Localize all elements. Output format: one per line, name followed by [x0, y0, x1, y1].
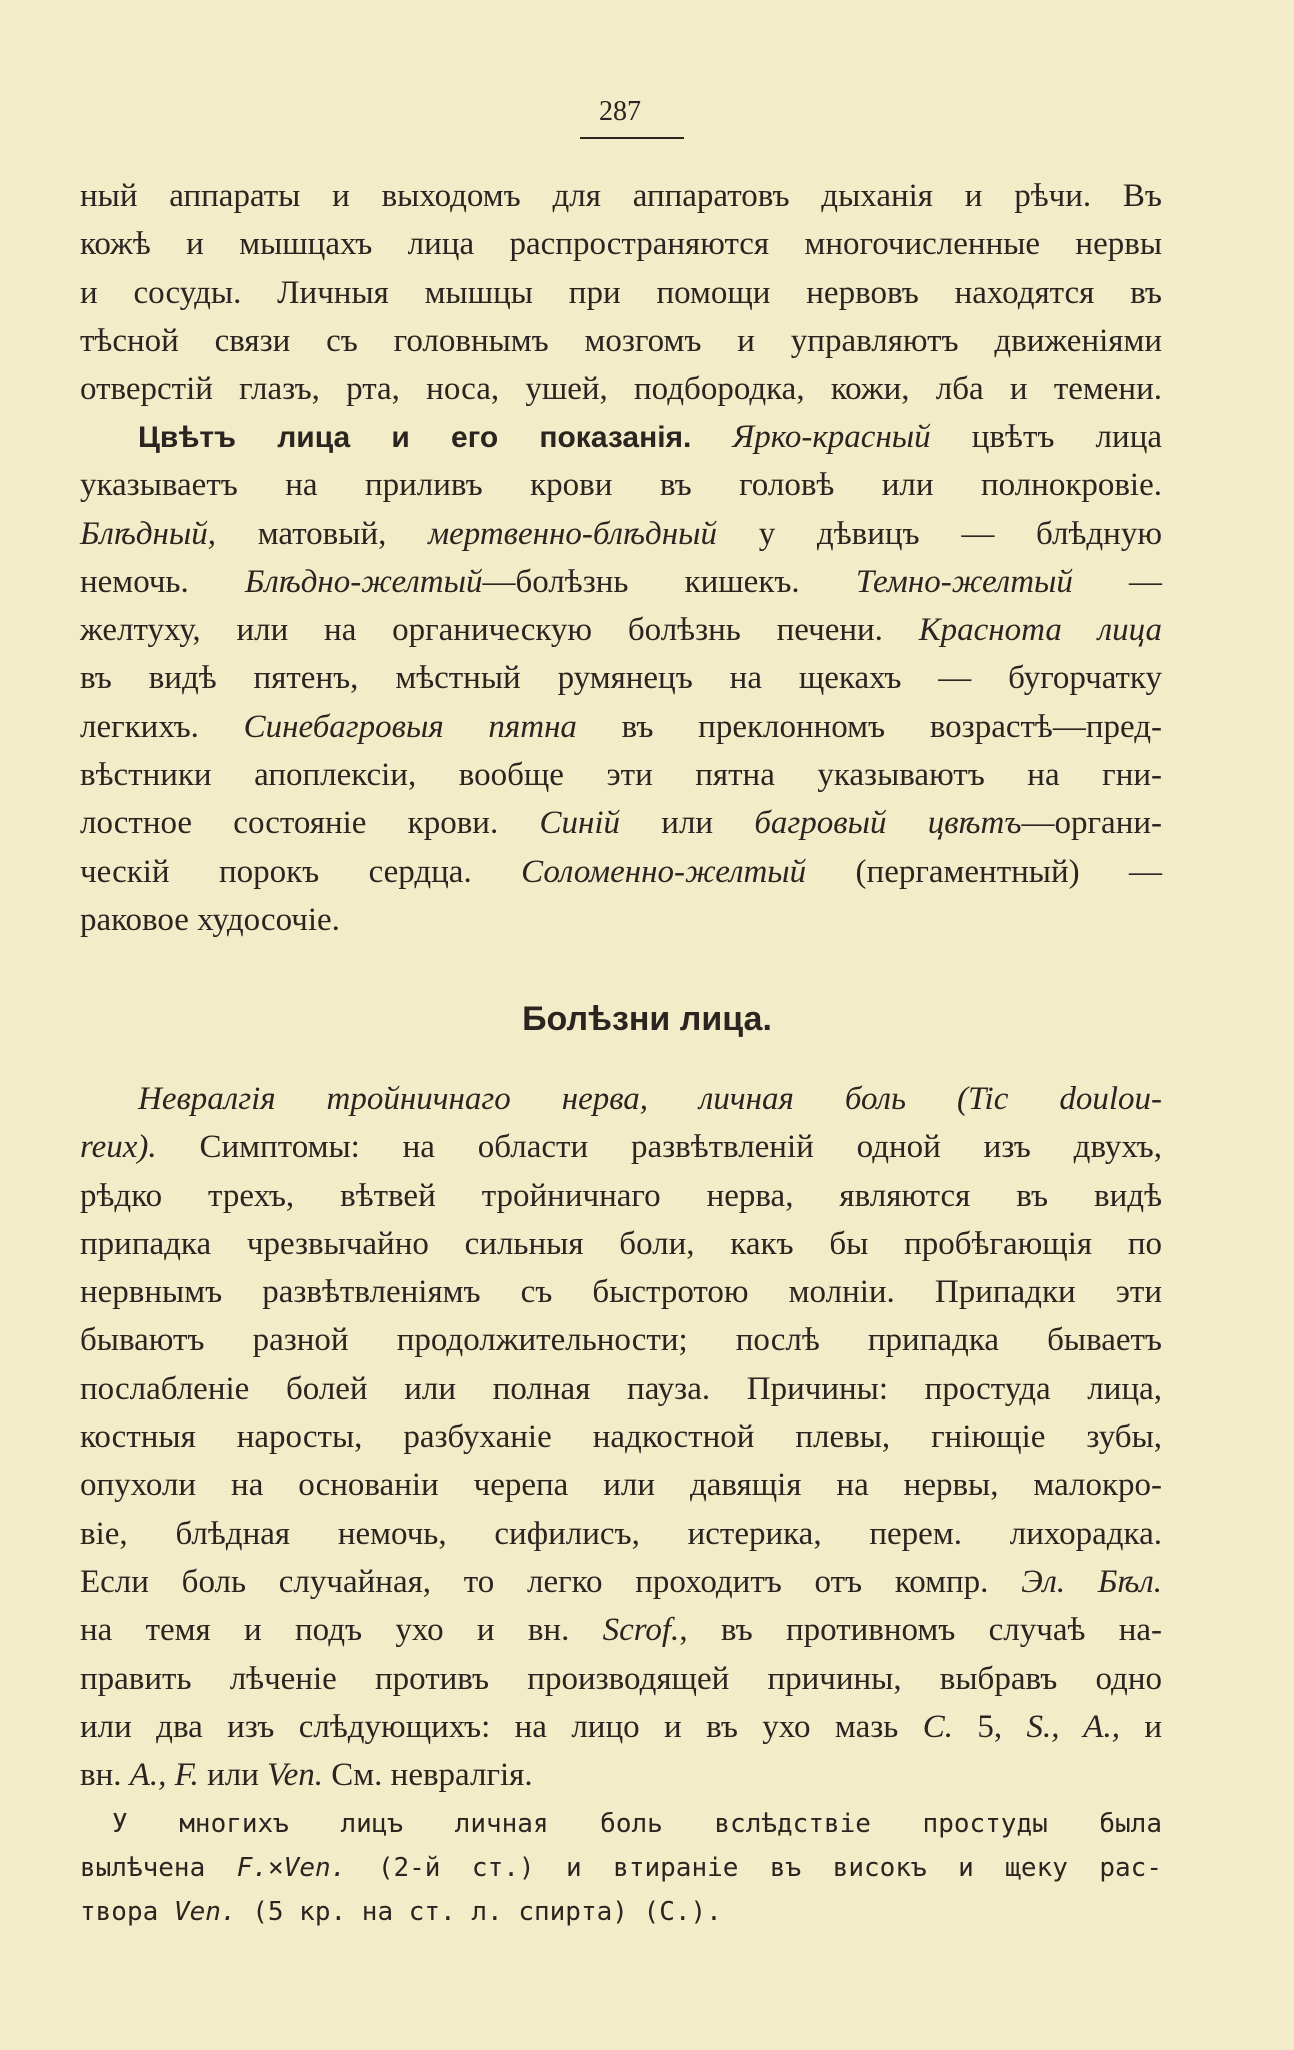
text-line: костныя наросты, разбуханіе надкостной плевы, гніющіе зубы,: [80, 1419, 1162, 1456]
text-line: бываютъ разной продолжительности; послѣ припадка бываетъ: [80, 1322, 1162, 1359]
paragraph-continuation: [80, 172, 1162, 413]
text-line: рѣдко трехъ, вѣтвей тройничнаго нерва, являются въ видѣ: [80, 1177, 1162, 1214]
text-line: reux). Симптомы: на области развѣтвленій одной изъ двухъ,: [80, 1129, 1162, 1166]
text-line: и сосуды. Личныя мышцы при помощи нервовъ находятся въ: [80, 274, 1162, 311]
text-line: или два изъ слѣдующихъ: на лицо и въ ухо мазь C. 5, S., A., и: [80, 1708, 1163, 1745]
text-line: Невралгія тройничнаго нерва, личная боль (Tic doulou-: [138, 1081, 1162, 1117]
text-line: кожѣ и мышцахъ лица распространяются многочисленные нервы: [80, 226, 1162, 263]
text-line: Если боль случайная, то легко проходитъ отъ компр. Эл. Бѣл.: [80, 1563, 1163, 1600]
text-line: ческій порокъ сердца. Соломенно-желтый (пергаментный) —: [80, 853, 1163, 890]
text-line: У многихъ лицъ личная боль вслѣдствіе простуды была: [112, 1809, 1162, 1839]
text-line: отверстій глазъ, рта, носа, ушей, подбородка, кожи, лба и темени.: [80, 371, 1162, 408]
text-line: послабленіе болей или полная пауза. Причины: простуда лица,: [80, 1370, 1162, 1407]
paragraph-face-color: [80, 413, 1162, 944]
text-line: ный аппараты и выходомъ для аппаратовъ дыханія и рѣчи. Въ: [80, 178, 1162, 214]
text-line: тѣсной связи съ головнымъ мозгомъ и управляютъ движеніями: [80, 322, 1162, 359]
page-number-rule: [580, 137, 684, 139]
text-line: Цвѣтъ лица и его показанія. Ярко-красный цвѣтъ лица: [138, 419, 1162, 455]
text-line: вылѣчена F.×Ven. (2-й ст.) и втираніе въ високъ и щеку рас-: [80, 1853, 1162, 1883]
text-line: віе, блѣдная немочь, сифилисъ, истерика, перем. лихорадка.: [80, 1515, 1162, 1552]
text-line: править лѣченіе противъ производящей причины, выбравъ одно: [80, 1660, 1162, 1697]
text-line: вѣстники апоплексіи, вообще эти пятна указываютъ на гни-: [80, 757, 1162, 794]
footnote: [80, 1802, 1162, 1934]
text-line: твора Ven. (5 кр. на ст. л. спирта) (C.).: [80, 1897, 722, 1927]
page-number: 287: [599, 96, 641, 127]
section-title: Цвѣтъ лица и его показанія.: [138, 421, 692, 454]
text-line: вн. A., F. или Ven. См. невралгія.: [80, 1757, 533, 1794]
text-line: раковое худосочіе.: [80, 901, 340, 938]
text-line: легкихъ. Синебагровыя пятна въ преклонномъ возрастѣ—пред-: [80, 708, 1162, 745]
text-line: въ видѣ пятенъ, мѣстный румянецъ на щекахъ — бугорчатку: [80, 660, 1162, 697]
text-line: припадка чрезвычайно сильныя боли, какъ бы пробѣгающія по: [80, 1225, 1162, 1262]
text-line: желтуху, или на органическую болѣзнь печени. Краснота лица: [80, 612, 1162, 649]
text-line: лостное состояніе крови. Синій или багровый цвѣтъ—органи-: [80, 805, 1163, 842]
section-heading: Болѣзни лица.: [522, 1000, 772, 1038]
text-line: немочь. Блѣдно-желтый—болѣзнь кишекъ. Темно-желтый —: [80, 563, 1163, 600]
text-line: указываетъ на приливъ крови въ головѣ или полнокровіе.: [80, 467, 1162, 504]
text-line: опухоли на основаніи черепа или давящія на нервы, малокро-: [80, 1467, 1162, 1504]
text-line: Блѣдный, матовый, мертвенно-блѣдный у дѣвицъ — блѣдную: [80, 515, 1162, 552]
paragraph-neuralgia: [80, 1075, 1162, 1799]
text-line: нервнымъ развѣтвленіямъ съ быстротою молніи. Припадки эти: [80, 1274, 1162, 1311]
text-line: на темя и подъ ухо и вн. Scrof., въ противномъ случаѣ на-: [80, 1612, 1163, 1649]
